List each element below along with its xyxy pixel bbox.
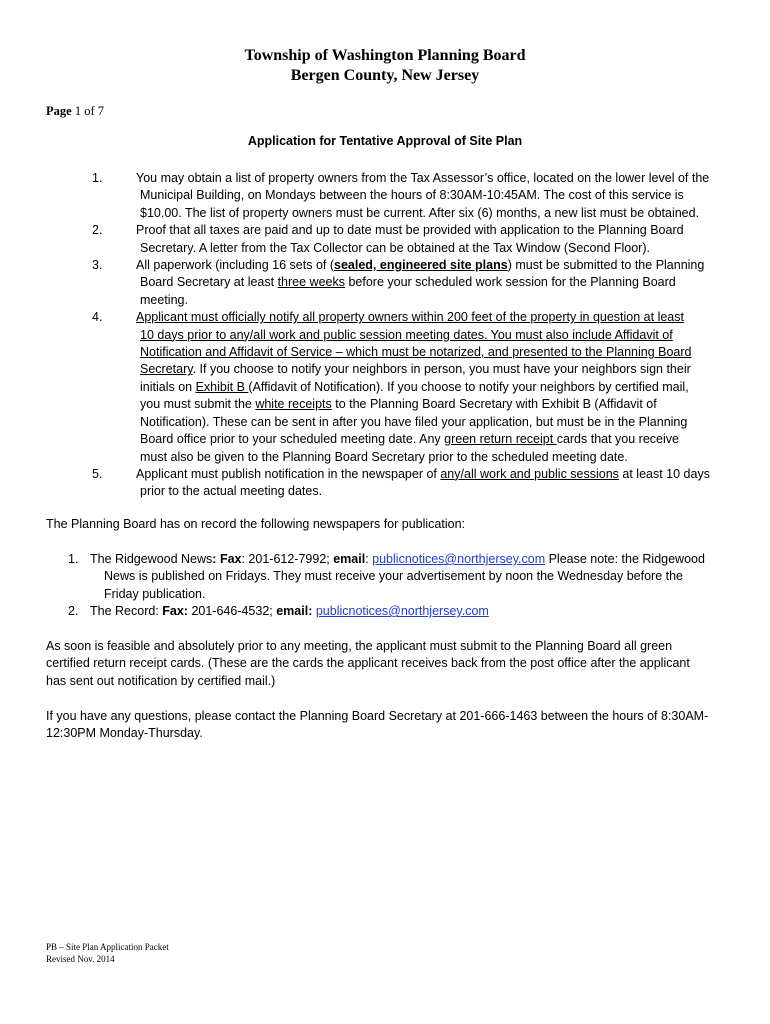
newspapers-list [46,551,736,621]
requirement-line: Municipal Building, on Mondays between the hours of 8:30AM-10:45AM. The cost of this service is [140,188,684,203]
text-run: Please note: the Ridgewood [545,552,705,566]
newspaper-line: Friday publication. [104,586,206,601]
requirement-line [136,431,736,448]
underlined-text: Notification and Affidavit of Service – which must be notarized, and presented to the Planning Board [140,345,692,360]
newspaper-line [90,603,736,620]
text-run: : [365,552,373,566]
page-indicator [46,104,104,119]
requirement-line [136,327,736,344]
paragraph-line: has sent out notification by certified mail.) [46,673,276,688]
requirement-line: must also be given to the Planning Board Secretary prior to the scheduled meeting date. [140,449,628,464]
fax-number: : 201-612-7992; [241,552,334,566]
newspaper-name: The Ridgewood News [90,552,213,566]
newspaper-line: News is published on Fridays. They must receive your advertisement by noon the Wednesday before the [104,569,684,584]
requirement-item [46,170,736,222]
text-run: (Affidavit of Notification). If you choose to notify your neighbors by certified mail, [248,379,689,394]
requirement-line [136,257,736,274]
text-run: cards that you receive [556,432,679,447]
email-label: email [333,552,366,566]
text-run: Board Secretary at least [140,275,278,290]
document-footer [46,942,169,965]
requirement-number: 2. [92,223,103,238]
requirement-line: $10.00. The list of property owners must be current. After six (6) months, a new list must be obtained. [140,205,700,220]
page-total: 7 [97,104,104,118]
application-title: Application for Tentative Approval of Site Plan [247,134,523,148]
receipts-paragraph [46,638,736,690]
requirement-line: Secretary. A letter from the Tax Collector can be obtained at the Tax Window (Second Floor). [140,240,650,255]
email-label: email: [276,604,313,619]
fax-label: Fax: [162,604,188,619]
newspaper-name: The Record: [90,604,163,619]
requirement-number: 5. [92,466,103,481]
requirement-line: Notification). These can be sent in after you have filed your application, but must be in the Planning [140,414,688,429]
text-run: . If you choose to notify your neighbors in person, you must have your neighbors sign their [192,362,691,377]
underlined-exhibit-b: Exhibit B [195,379,249,394]
text-run: All paperwork (including 16 sets of ( [136,258,335,273]
requirement-line: prior to the actual meeting dates. [140,484,323,499]
footer-line: PB – Site Plan Application Packet [46,942,169,952]
page-label: Page [46,104,72,118]
fax-number: 201-646-4532; [187,604,277,619]
requirement-item [46,257,736,309]
newspaper-number: 2. [68,604,79,619]
requirement-line: meeting. [140,292,188,307]
text-run: you must submit the [140,397,256,412]
text-run: to the Planning Board Secretary with Exhibit B (Affidavit of [331,397,657,412]
page-of: of [84,104,95,118]
underlined-text: Applicant must officially notify all property owners within 200 feet of the property in question at least [136,310,684,325]
text-run: ) must be submitted to the Planning [507,258,705,273]
newspapers-intro: The Planning Board has on record the following newspapers for publication: [46,517,466,531]
text-run: before your scheduled work session for the Planning Board [344,275,676,290]
text-run: Board office prior to your scheduled meeting date. Any [140,432,445,447]
text-run: Applicant must publish notification in the newspaper of [136,466,441,481]
footer-line: Revised Nov. 2014 [46,953,115,964]
requirement-line [136,466,736,483]
newspaper-line: The Ridgewood News: Fax: 201-612-7992; email: publicnotices@northjersey.com Please note: the Ridgewood [90,552,705,566]
newspaper-number: 1. [68,552,79,566]
requirement-line [136,344,736,361]
paragraph-line: 12:30PM Monday-Thursday. [46,726,203,741]
requirement-line [136,309,736,326]
requirement-line [136,361,736,378]
requirement-item [46,466,736,501]
requirement-line: Proof that all taxes are paid and up to date must be provided with application to the Planning Board [136,223,684,238]
paragraph-line: If you have any questions, please contact the Planning Board Secretary at 201-666-1463 between the hours of 8:30AM- [46,709,709,723]
underlined-text: any/all work and public sessions [440,466,619,481]
emphasis-sealed-plans: sealed, engineered site plans [334,258,508,273]
requirement-number: 3. [92,258,103,273]
requirement-line [136,379,736,396]
requirement-line [136,396,736,413]
text-run: at least 10 days [618,466,710,481]
page-current: 1 [74,104,82,118]
newspaper-item [46,551,736,603]
underlined-text: 10 days prior to any/all work and public session meeting dates. You must also include Affidavit of [140,327,673,342]
paragraph-line: certified return receipt cards. (These are the cards the applicant receives back from the post office after the applicant [46,656,690,671]
requirement-line [136,274,736,291]
requirement-number: 1. [92,171,103,185]
requirements-list [46,170,736,501]
contact-paragraph [46,708,736,743]
email-link[interactable]: publicnotices@northjersey.com [372,552,546,566]
email-link[interactable]: publicnotices@northjersey.com [315,604,489,619]
requirement-item [46,309,736,466]
emphasis-three-weeks: three weeks [277,275,345,290]
requirement-number: 4. [92,310,103,325]
underlined-green-receipt: green return receipt [444,432,557,447]
requirement-item [46,222,736,257]
text-run: initials on [140,379,196,394]
paragraph-line: As soon is feasible and absolutely prior to any meeting, the applicant must submit to the Planning Board all green [46,639,673,653]
document-header [0,46,770,86]
requirement-line: You may obtain a list of property owners from the Tax Assessor’s office, located on the lower level of the [136,171,710,185]
fax-label: Fax [219,552,242,566]
document-title: Township of Washington Planning Board [244,47,526,64]
underlined-text: Secretary [140,362,193,377]
underlined-white-receipts: white receipts [255,397,332,412]
newspaper-item [46,603,736,620]
document-subtitle: Bergen County, New Jersey [290,67,480,84]
